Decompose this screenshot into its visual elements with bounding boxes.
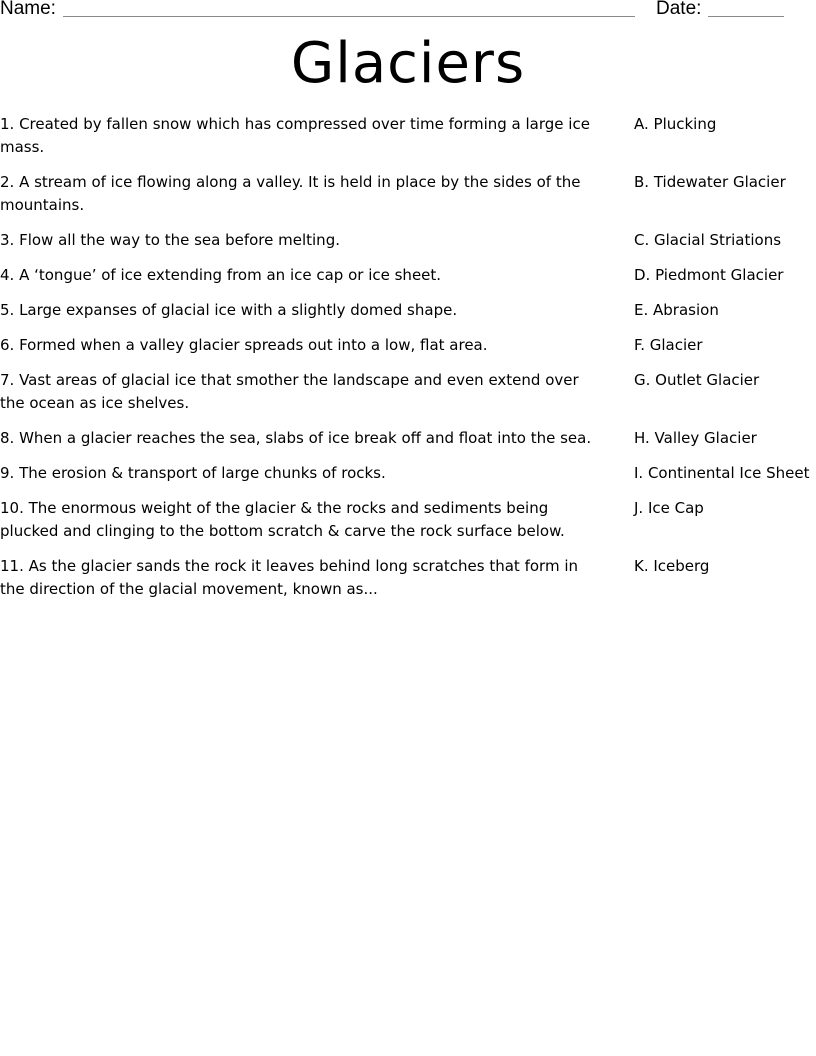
matching-row <box>0 334 816 357</box>
matching-row <box>0 555 816 601</box>
answer-option: C. Glacial Striations <box>634 231 782 249</box>
clue-text: 7. Vast areas of glacial ice that smother the landscape and even extend over the ocean as ice shelves. <box>0 371 579 412</box>
answer-option: E. Abrasion <box>634 301 719 319</box>
worksheet-title: Glaciers <box>290 31 526 96</box>
matching-row <box>0 229 816 252</box>
clue-text: 9. The erosion & transport of large chunks of rocks. <box>0 464 386 482</box>
clue-text: 10. The enormous weight of the glacier & the rocks and sediments being plucked and clinging to the bottom scratch & carve the rock surface below. <box>0 499 565 540</box>
clue-text: 8. When a glacier reaches the sea, slabs of ice break off and float into the sea. <box>0 429 592 447</box>
clue-text: 4. A ‘tongue’ of ice extending from an ice cap or ice sheet. <box>0 266 442 284</box>
date-label: Date: <box>656 0 702 19</box>
matching-row <box>0 264 816 287</box>
clue-text: 1. Created by fallen snow which has compressed over time forming a large ice mass. <box>0 115 590 156</box>
answer-option: G. Outlet Glacier <box>634 371 760 389</box>
matching-row <box>0 462 816 485</box>
answer-option: I. Continental Ice Sheet <box>634 464 810 482</box>
clue-text: 11. As the glacier sands the rock it leaves behind long scratches that form in the direction of the glacial movement, known as... <box>0 557 578 598</box>
date-blank-line <box>708 16 784 17</box>
matching-row <box>0 299 816 322</box>
clue-text: 3. Flow all the way to the sea before melting. <box>0 231 340 249</box>
matching-row <box>0 113 816 159</box>
clue-text: 6. Formed when a valley glacier spreads out into a low, flat area. <box>0 336 488 354</box>
clue-text: 2. A stream of ice flowing along a valley. It is held in place by the sides of the mountains. <box>0 173 581 214</box>
answer-option: D. Piedmont Glacier <box>634 266 784 284</box>
matching-row <box>0 427 816 450</box>
matching-row <box>0 171 816 217</box>
answer-option: A. Plucking <box>634 115 717 133</box>
answer-option: B. Tidewater Glacier <box>634 173 786 191</box>
name-blank-line <box>63 16 635 17</box>
answer-option: J. Ice Cap <box>634 499 704 517</box>
matching-list <box>0 113 816 613</box>
matching-row <box>0 369 816 415</box>
answer-option: K. Iceberg <box>634 557 710 575</box>
worksheet-header <box>0 0 816 24</box>
name-label: Name: <box>0 0 56 19</box>
answer-option: F. Glacier <box>634 336 703 354</box>
answer-option: H. Valley Glacier <box>634 429 757 447</box>
clue-text: 5. Large expanses of glacial ice with a slightly domed shape. <box>0 301 458 319</box>
matching-row <box>0 497 816 543</box>
